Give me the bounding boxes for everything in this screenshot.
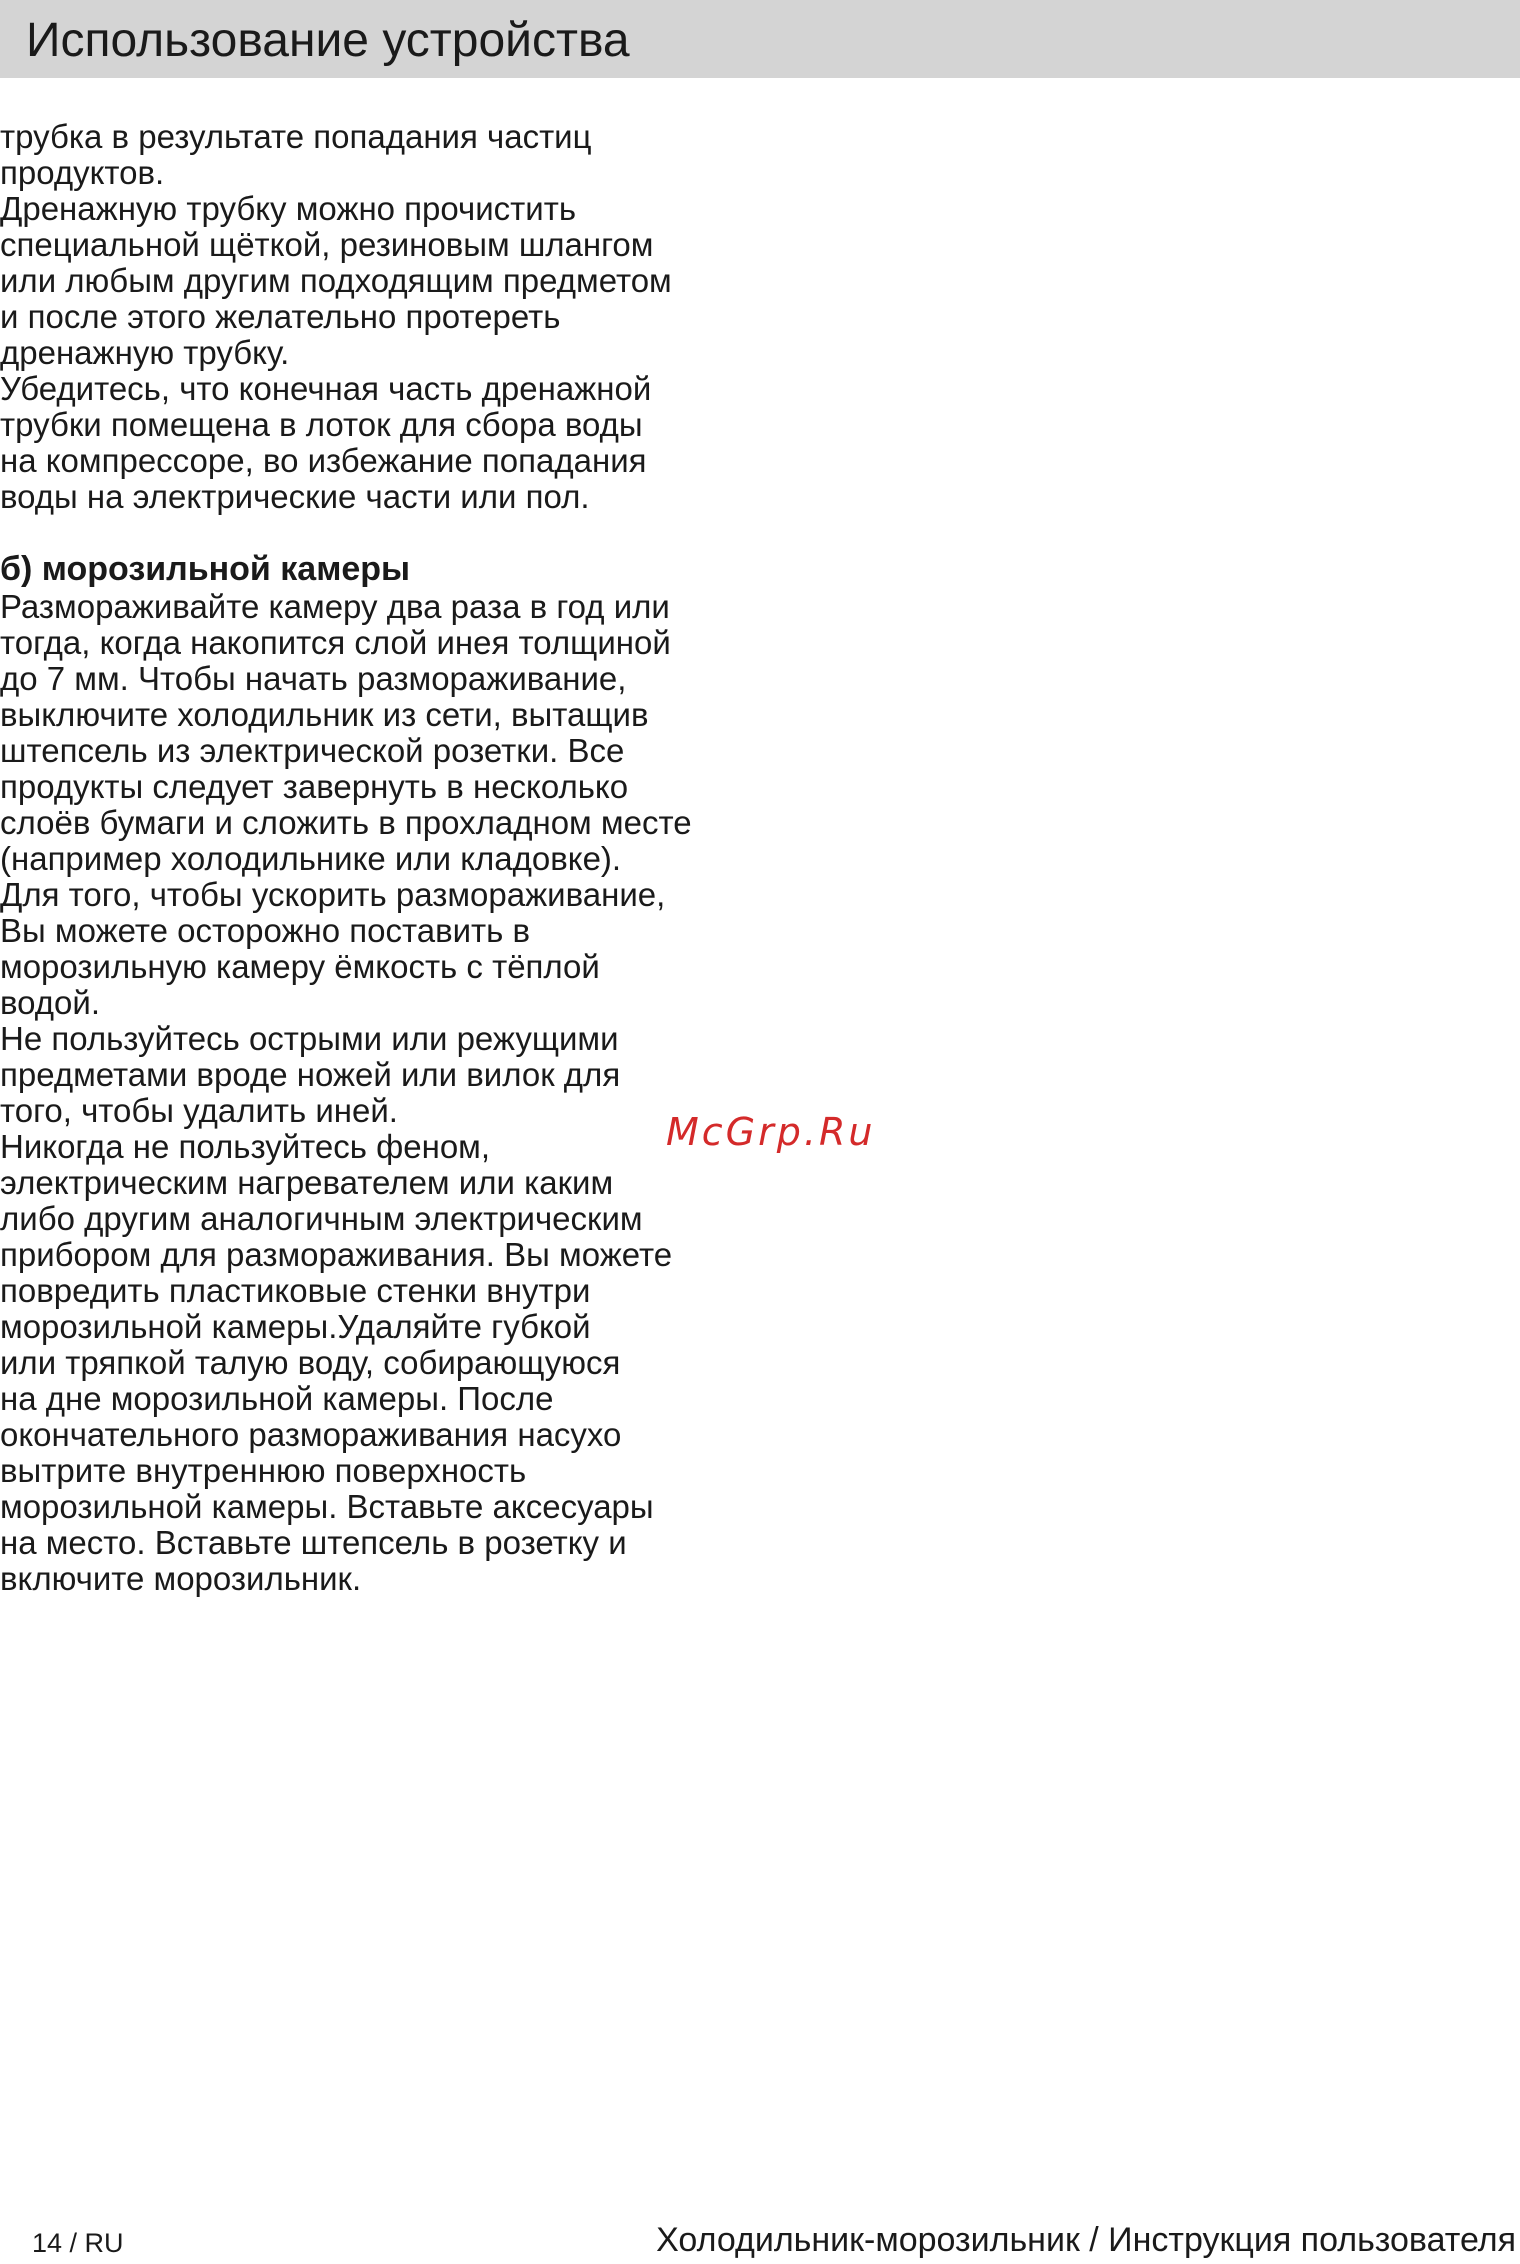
text-line: водой. [0,984,100,1021]
text-line: морозильной камеры.Удаляйте губкой [0,1308,591,1345]
paragraph-block-drain-tube [0,119,760,515]
text-line: штепсель из электрической розетки. Все [0,732,625,769]
text-line: до 7 мм. Чтобы начать размораживание, [0,660,627,697]
watermark-text: McGrp.Ru [666,1110,876,1154]
body-text [0,119,760,1597]
text-line: морозильной камеры. Вставьте аксесуары [0,1488,654,1525]
section-heading-freezer: б) морозильной камеры [0,550,411,588]
text-line: специальной щёткой, резиновым шлангом [0,226,654,263]
text-line: выключите холодильник из сети, вытащив [0,696,649,733]
text-line: Убедитесь, что конечная часть дренажной [0,370,652,407]
footer-page-number: 14 / RU [32,2228,124,2258]
text-line: Вы можете осторожно поставить в [0,912,531,949]
text-line: на место. Вставьте штепсель в розетку и [0,1524,627,1561]
text-line: Дренажную трубку можно прочистить [0,190,577,227]
text-line: воды на электрические части или пол. [0,478,590,515]
text-line: продуктов. [0,154,165,191]
text-line: прибором для размораживания. Вы можете [0,1236,673,1273]
page-title: Использование устройства [26,14,630,67]
text-line: дренажную трубку. [0,334,290,371]
text-line: электрическим нагревателем или каким [0,1164,614,1201]
text-line: на дне морозильной камеры. После [0,1380,554,1417]
text-line: вытрите внутреннюю поверхность [0,1452,527,1489]
text-line: трубка в результате попадания частиц [0,118,592,155]
page-header [0,0,1520,78]
text-line: того, чтобы удалить иней. [0,1092,398,1129]
text-line: на компрессоре, во избежание попадания [0,442,647,479]
text-line: включите морозильник. [0,1560,362,1597]
text-line: слоёв бумаги и сложить в прохладном месте [0,804,692,841]
text-line: Никогда не пользуйтесь феном, [0,1128,491,1165]
text-line: тогда, когда накопится слой инея толщиной [0,624,671,661]
text-line: и после этого желательно протереть [0,298,561,335]
text-line: или любым другим подходящим предметом [0,262,672,299]
text-line: Не пользуйтесь острыми или режущими [0,1020,619,1057]
text-line: морозильную камеру ёмкость с тёплой [0,948,600,985]
text-line: окончательного размораживания насухо [0,1416,622,1453]
text-line: Размораживайте камеру два раза в год или [0,588,670,625]
text-line: повредить пластиковые стенки внутри [0,1272,591,1309]
text-line: (например холодильнике или кладовке). [0,840,622,877]
paragraph-block-freezer-defrost [0,589,760,1597]
text-line: продукты следует завернуть в несколько [0,768,629,805]
text-line: или тряпкой талую воду, собирающуюся [0,1344,621,1381]
text-line: трубки помещена в лоток для сбора воды [0,406,643,443]
footer-document-title: Холодильник-морозильник / Инструкция пользователя [656,2221,1516,2259]
text-line: либо другим аналогичным электрическим [0,1200,643,1237]
text-line: Для того, чтобы ускорить размораживание, [0,876,666,913]
text-line: предметами вроде ножей или вилок для [0,1056,621,1093]
